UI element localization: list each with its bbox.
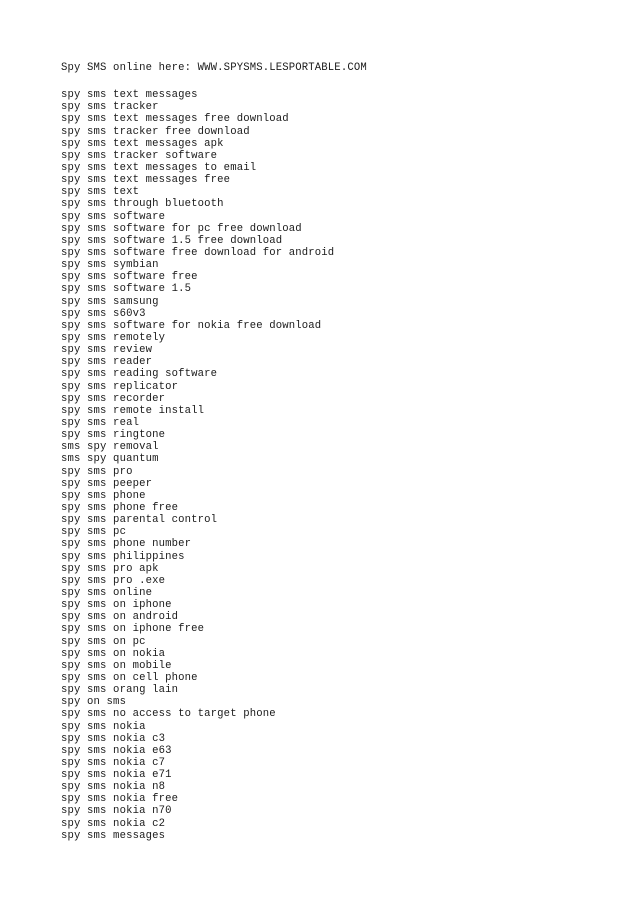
list-item: spy sms real — [61, 416, 140, 429]
list-item: spy sms remote install — [61, 404, 205, 417]
list-item: spy sms symbian — [61, 259, 159, 272]
list-item: spy sms on mobile — [61, 659, 172, 672]
list-item: spy sms nokia free — [61, 793, 179, 806]
list-item: spy sms text — [61, 186, 140, 199]
list-item: sms spy quantum — [61, 453, 159, 466]
list-item: spy sms text messages free download — [61, 113, 289, 126]
list-item: spy sms nokia n8 — [61, 781, 166, 794]
list-item: spy sms tracker software — [61, 149, 218, 162]
list-item: spy sms software 1.5 free download — [61, 234, 283, 247]
list-item: spy on sms — [61, 696, 127, 709]
list-item: spy sms software free — [61, 271, 198, 284]
list-item: sms spy removal — [61, 441, 159, 454]
list-item: spy sms pro apk — [61, 562, 159, 575]
list-item: spy sms software 1.5 — [61, 283, 192, 296]
list-item: spy sms software free download for android — [61, 247, 335, 260]
list-item: spy sms replicator — [61, 380, 179, 393]
list-item: spy sms through bluetooth — [61, 198, 224, 211]
list-item: spy sms on iphone — [61, 599, 172, 612]
list-item: spy sms ringtone — [61, 429, 166, 442]
list-item: spy sms s60v3 — [61, 307, 146, 320]
list-item: spy sms nokia c2 — [61, 817, 166, 830]
list-item: spy sms peeper — [61, 477, 153, 490]
list-item: spy sms on cell phone — [61, 671, 198, 684]
list-item: spy sms text messages to email — [61, 162, 257, 175]
list-item: spy sms text messages free — [61, 174, 231, 187]
list-item: spy sms reader — [61, 356, 153, 369]
list-item: spy sms software — [61, 210, 166, 223]
list-item: spy sms nokia — [61, 720, 146, 733]
list-item: spy sms on pc — [61, 635, 146, 648]
list-item: spy sms tracker — [61, 101, 159, 114]
spacer — [61, 74, 621, 89]
list-item: spy sms samsung — [61, 295, 159, 308]
list-item: spy sms pro .exe — [61, 574, 166, 587]
list-item: spy sms on iphone free — [61, 623, 205, 636]
list-item: spy sms phone free — [61, 501, 179, 514]
list-item: spy sms remotely — [61, 332, 166, 344]
list-item: spy sms tracker free download — [61, 125, 250, 138]
list-item: spy sms on android — [61, 611, 179, 624]
list-item: spy sms software for pc free download — [61, 222, 302, 235]
list-item: spy sms phone number — [61, 538, 192, 551]
list-item: spy sms reading software — [61, 368, 218, 381]
document-page — [61, 62, 621, 842]
list-item: spy sms software for nokia free download — [61, 319, 322, 332]
list-item: spy sms nokia n70 — [61, 805, 172, 818]
list-item: spy sms nokia c7 — [61, 756, 166, 769]
list-item: spy sms no access to target phone — [61, 708, 276, 721]
list-item: spy sms text messages — [61, 89, 198, 102]
list-item: spy sms nokia e71 — [61, 769, 172, 782]
list-item: spy sms recorder — [61, 392, 166, 405]
list-item: spy sms pc — [61, 526, 127, 539]
list-item: spy sms review — [61, 344, 153, 357]
list-item: spy sms nokia e63 — [61, 744, 172, 757]
list-item: spy sms orang lain — [61, 684, 179, 697]
list-item: spy sms online — [61, 586, 153, 599]
list-item: spy sms text messages apk — [61, 137, 224, 150]
list-item: spy sms parental control — [61, 514, 218, 527]
document-header: Spy SMS online here: WWW.SPYSMS.LESPORTABLE.COM — [61, 62, 367, 74]
keyword-list — [61, 89, 621, 842]
list-item: spy sms philippines — [61, 550, 185, 563]
list-item: spy sms messages — [61, 829, 166, 842]
list-item: spy sms phone — [61, 489, 146, 502]
list-item: spy sms on nokia — [61, 647, 166, 660]
list-item: spy sms pro — [61, 465, 133, 478]
list-item: spy sms nokia c3 — [61, 732, 166, 745]
